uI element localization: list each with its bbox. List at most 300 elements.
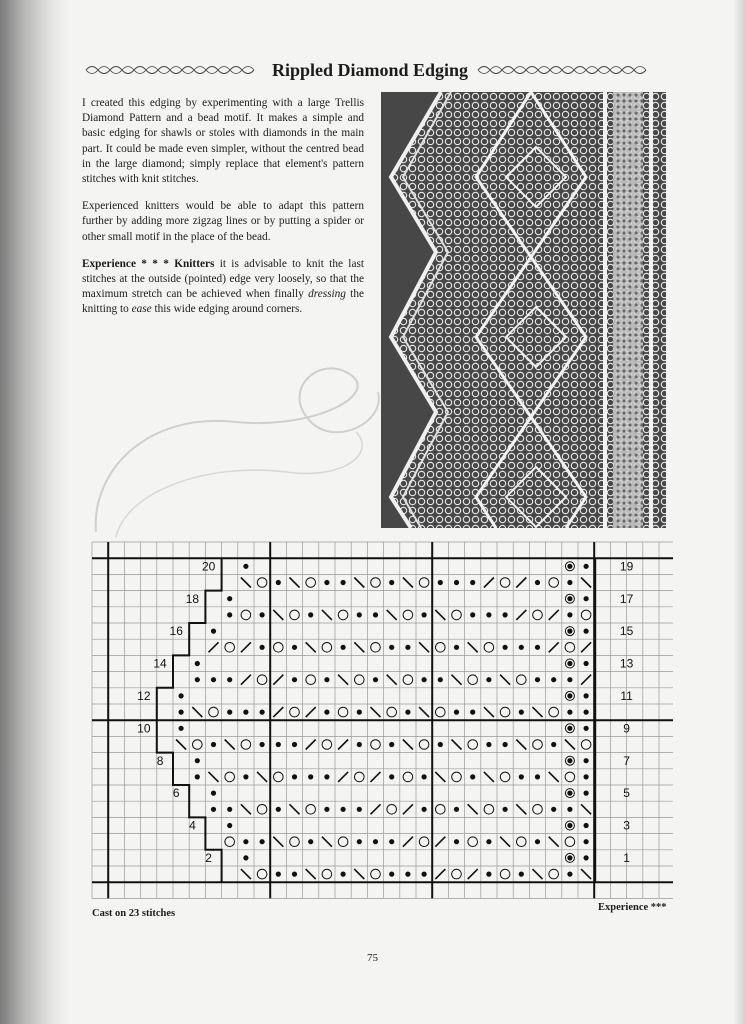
stitch-yo xyxy=(355,675,365,685)
stitch-dot xyxy=(227,612,232,617)
stitch-ssk xyxy=(468,804,478,814)
stitch-dot xyxy=(373,677,378,682)
stitch-k2tog xyxy=(581,675,591,685)
stitch-dot xyxy=(260,839,265,844)
row-number-right: 7 xyxy=(623,753,630,768)
stitch-yo xyxy=(274,772,284,782)
stitch-dot xyxy=(584,710,589,715)
stitch-dot xyxy=(567,855,572,860)
stitch-dot xyxy=(486,677,491,682)
stitch-dot xyxy=(389,774,394,779)
stitch-dot xyxy=(389,839,394,844)
stitch-yo xyxy=(581,610,591,620)
stitch-dot xyxy=(292,774,297,779)
stitch-k2tog xyxy=(209,642,219,652)
page-title: Rippled Diamond Edging xyxy=(271,59,469,80)
stitch-ssk xyxy=(354,578,364,588)
stitch-dot xyxy=(243,839,248,844)
stitch-dot xyxy=(454,807,459,812)
stitch-ssk xyxy=(306,869,316,879)
experience-label: Experience * * * Knitters xyxy=(82,257,215,270)
stitch-k2tog xyxy=(241,642,251,652)
stitch-dot xyxy=(308,612,313,617)
stitch-dot xyxy=(519,774,524,779)
stitch-k2tog xyxy=(516,610,526,620)
stitch-ssk xyxy=(468,642,478,652)
stitch-dot xyxy=(324,710,329,715)
stitch-dot xyxy=(195,677,200,682)
stitch-ssk xyxy=(387,675,397,685)
stitch-yo xyxy=(193,740,203,750)
stitch-k2tog xyxy=(371,772,381,782)
right-ornament-icon xyxy=(476,62,656,78)
stitch-yo xyxy=(484,805,494,815)
stitch-dot xyxy=(567,791,572,796)
stitch-dot xyxy=(243,710,248,715)
stitch-dot xyxy=(503,807,508,812)
stitch-dot xyxy=(373,612,378,617)
stitch-dot xyxy=(470,580,475,585)
stitch-dot xyxy=(567,726,572,731)
stitch-ssk xyxy=(241,804,251,814)
stitch-dot xyxy=(389,742,394,747)
stitch-dot xyxy=(357,710,362,715)
stitch-dot xyxy=(179,693,184,698)
stitch-yo xyxy=(436,643,446,653)
stitch-dot xyxy=(211,807,216,812)
cast-on-note: Cast on 23 stitches xyxy=(92,908,176,919)
stitch-dot xyxy=(227,823,232,828)
stitch-ssk xyxy=(257,772,267,782)
stitch-ssk xyxy=(192,707,202,717)
stitch-yo xyxy=(549,707,559,717)
row-number-left: 6 xyxy=(172,786,180,801)
stitch-dot xyxy=(519,645,524,650)
stitch-ssk xyxy=(516,740,526,750)
stitch-yo xyxy=(468,740,478,750)
stitch-dot xyxy=(519,710,524,715)
stitch-dot xyxy=(535,774,540,779)
stitch-k2tog xyxy=(306,707,316,717)
stitch-dot xyxy=(567,758,572,763)
stitch-yo xyxy=(306,675,316,685)
stitch-dot xyxy=(486,839,491,844)
stitch-dot xyxy=(341,645,346,650)
intro-paragraph-1: I created this edging by experimenting with a large Trellis Diamond Pattern and a bead motif. It makes a simple and basic edging for shawls or stoles with diamonds in the main part. It could be made even simpler, without the centred bead in the large diamond; simply replace that element's pattern stitches with knit stitches. xyxy=(82,97,364,186)
row-number-right: 13 xyxy=(619,656,634,671)
stitch-yo xyxy=(452,772,462,782)
stitch-yo xyxy=(468,675,478,685)
stitch-k2tog xyxy=(484,578,494,588)
stitch-dot xyxy=(243,564,248,569)
row-number-right: 1 xyxy=(623,851,630,865)
stitch-yo xyxy=(565,837,575,847)
row-number-left: 8 xyxy=(156,753,164,768)
stitch-ssk xyxy=(290,578,300,588)
knitting-chart xyxy=(88,536,673,906)
stitch-dot xyxy=(324,807,329,812)
stitch-yo xyxy=(274,643,284,653)
stitch-dot xyxy=(584,629,589,634)
stitch-dot xyxy=(551,677,556,682)
stitch-ssk xyxy=(273,610,283,620)
stitch-yo xyxy=(241,740,251,750)
stitch-dot xyxy=(276,807,281,812)
stitch-dot xyxy=(357,807,362,812)
stitch-dot xyxy=(341,872,346,877)
stitch-yo xyxy=(355,772,365,782)
stitch-dot xyxy=(454,645,459,650)
stitch-yo xyxy=(241,610,251,620)
stitch-yo xyxy=(338,707,348,717)
stitch-k2tog xyxy=(338,740,348,750)
stitch-dot xyxy=(503,742,508,747)
stitch-yo xyxy=(225,837,235,847)
stitch-yo xyxy=(419,837,429,847)
row-number-right: 9 xyxy=(623,721,630,736)
stitch-dot xyxy=(567,661,572,666)
stitch-ssk xyxy=(549,772,559,782)
stitch-ssk xyxy=(403,578,413,588)
stitch-yo xyxy=(306,805,316,815)
stitch-ssk xyxy=(354,869,364,879)
stitch-dot xyxy=(389,645,394,650)
stitch-dot xyxy=(438,742,443,747)
stitch-dot xyxy=(422,807,427,812)
stitch-dot xyxy=(584,693,589,698)
stitch-yo xyxy=(533,740,543,750)
stitch-ssk xyxy=(516,804,526,814)
row-number-left: 10 xyxy=(137,721,151,736)
stitch-k2tog xyxy=(435,837,445,847)
stitch-dot xyxy=(438,677,443,682)
stitch-dot xyxy=(260,742,265,747)
stitch-dot xyxy=(535,839,540,844)
stitch-dot xyxy=(535,677,540,682)
stitch-dot xyxy=(292,742,297,747)
intro-text xyxy=(82,96,364,330)
stitch-ssk xyxy=(322,610,332,620)
decorative-swirl-icon xyxy=(86,352,386,542)
stitch-yo xyxy=(452,610,462,620)
stitch-dot xyxy=(567,612,572,617)
stitch-yo xyxy=(403,772,413,782)
stitch-k2tog xyxy=(371,804,381,814)
stitch-dot xyxy=(567,823,572,828)
stitch-yo xyxy=(371,578,381,588)
stitch-dot xyxy=(470,612,475,617)
stitch-ssk xyxy=(176,740,186,750)
stitch-yo xyxy=(225,772,235,782)
stitch-dot xyxy=(227,677,232,682)
stitch-yo xyxy=(257,869,267,879)
intro-paragraph-2: Experienced knitters would be able to adapt this pattern further by adding more zigzag lines or by putting a spider or other small motif in the place of the bead. xyxy=(82,200,364,243)
row-number-left: 14 xyxy=(153,656,167,671)
stitch-yo xyxy=(500,869,510,879)
stitch-dot xyxy=(584,774,589,779)
stitch-dot xyxy=(584,661,589,666)
stitch-k2tog xyxy=(338,772,348,782)
page-gutter-shadow xyxy=(0,0,70,1024)
stitch-dot xyxy=(486,872,491,877)
stitch-dot xyxy=(243,855,248,860)
stitch-ssk xyxy=(387,610,397,620)
stitch-ssk xyxy=(241,869,251,879)
stitch-ssk xyxy=(484,772,494,782)
stitch-dot xyxy=(341,580,346,585)
stitch-ssk xyxy=(533,869,543,879)
stitch-dot xyxy=(292,872,297,877)
row-number-right: 11 xyxy=(620,689,633,703)
stitch-dot xyxy=(567,596,572,601)
stitch-dot xyxy=(567,807,572,812)
stitch-ssk xyxy=(565,740,575,750)
row-number-right: 3 xyxy=(623,818,630,833)
stitch-yo xyxy=(371,643,381,653)
stitch-dot xyxy=(454,580,459,585)
stitch-dot xyxy=(584,839,589,844)
stitch-dot xyxy=(486,612,491,617)
stitch-yo xyxy=(533,610,543,620)
stitch-k2tog xyxy=(403,837,413,847)
stitch-dot xyxy=(243,774,248,779)
stitch-k2tog xyxy=(241,675,251,685)
row-number-left: 16 xyxy=(169,624,183,639)
stitch-dot xyxy=(227,807,232,812)
stitch-yo xyxy=(500,578,510,588)
stitch-k2tog xyxy=(549,642,559,652)
stitch-dot xyxy=(454,710,459,715)
stitch-dot xyxy=(357,839,362,844)
stitch-yo xyxy=(403,610,413,620)
stitch-dot xyxy=(422,612,427,617)
stitch-dot xyxy=(438,580,443,585)
stitch-yo xyxy=(257,805,267,815)
stitch-dot xyxy=(389,580,394,585)
stitch-dot xyxy=(567,564,572,569)
stitch-dot xyxy=(405,710,410,715)
stitch-yo xyxy=(533,805,543,815)
chart-edge-line xyxy=(594,558,596,882)
stitch-dot xyxy=(308,839,313,844)
stitch-dot xyxy=(567,677,572,682)
stitch-k2tog xyxy=(581,642,591,652)
stitch-dot xyxy=(486,742,491,747)
stitch-dot xyxy=(567,629,572,634)
stitch-yo xyxy=(549,869,559,879)
stitch-dot xyxy=(584,596,589,601)
stitch-dot xyxy=(567,693,572,698)
stitch-ssk xyxy=(338,675,348,685)
stitch-yo xyxy=(371,869,381,879)
stitch-ssk xyxy=(371,707,381,717)
stitch-dot xyxy=(535,580,540,585)
stitch-dot xyxy=(227,710,232,715)
stitch-dot xyxy=(211,629,216,634)
stitch-dot xyxy=(584,564,589,569)
stitch-ssk xyxy=(403,740,413,750)
stitch-yo xyxy=(484,643,494,653)
stitch-dot xyxy=(341,807,346,812)
stitch-ssk xyxy=(354,642,364,652)
stitch-yo xyxy=(338,610,348,620)
stitch-dot xyxy=(260,710,265,715)
stitch-yo xyxy=(387,805,397,815)
stitch-yo xyxy=(322,869,332,879)
stitch-yo xyxy=(290,837,300,847)
stitch-dot xyxy=(551,742,556,747)
stitch-ssk xyxy=(500,837,510,847)
stitch-dot xyxy=(357,742,362,747)
stitch-dot xyxy=(422,872,427,877)
stitch-k2tog xyxy=(403,804,413,814)
stitch-yo xyxy=(322,643,332,653)
stitch-dot xyxy=(503,645,508,650)
stitch-ssk xyxy=(452,675,462,685)
stitch-ssk xyxy=(452,740,462,750)
stitch-dot xyxy=(324,677,329,682)
stitch-yo xyxy=(290,610,300,620)
stitch-ssk xyxy=(435,772,445,782)
stitch-dot xyxy=(584,855,589,860)
stitch-dot xyxy=(260,645,265,650)
experience-note: Experience *** xyxy=(598,902,667,913)
row-number-left: 4 xyxy=(189,818,196,833)
stitch-dot xyxy=(584,726,589,731)
stitch-yo xyxy=(517,675,527,685)
stitch-dot xyxy=(276,742,281,747)
stitch-dot xyxy=(503,612,508,617)
stitch-dot xyxy=(373,839,378,844)
stitch-k2tog xyxy=(549,610,559,620)
title-row xyxy=(80,56,660,84)
stitch-dot xyxy=(567,710,572,715)
stitch-k2tog xyxy=(468,869,478,879)
stitch-yo xyxy=(257,578,267,588)
stitch-dot xyxy=(227,596,232,601)
stitch-dot xyxy=(454,839,459,844)
stitch-dot xyxy=(584,791,589,796)
stitch-dot xyxy=(470,710,475,715)
stitch-dot xyxy=(179,710,184,715)
stitch-dot xyxy=(567,580,572,585)
stitch-dot xyxy=(260,612,265,617)
stitch-ssk xyxy=(435,610,445,620)
stitch-yo xyxy=(290,707,300,717)
stitch-yo xyxy=(468,837,478,847)
intro-paragraph-3: Experience * * * Knitters it is advisable to knit the last stitches at the outside (pointed) edge very loosely, so that the maximum stretch can be achieved when finally dressing the knitting to ease this wide edging around corners. xyxy=(82,257,364,316)
stitch-dot xyxy=(405,872,410,877)
stitch-ssk xyxy=(419,642,429,652)
stitch-ssk xyxy=(549,837,559,847)
stitch-dot xyxy=(211,791,216,796)
stitch-dot xyxy=(195,661,200,666)
stitch-dot xyxy=(276,580,281,585)
stitch-dot xyxy=(535,645,540,650)
stitch-dot xyxy=(179,726,184,731)
lace-edging-photo xyxy=(381,92,666,528)
stitch-ssk xyxy=(500,675,510,685)
stitch-ssk xyxy=(322,837,332,847)
stitch-k2tog xyxy=(516,578,526,588)
stitch-yo xyxy=(322,740,332,750)
row-number-left: 20 xyxy=(201,559,216,574)
stitch-yo xyxy=(225,643,235,653)
stitch-dot xyxy=(422,677,427,682)
stitch-ssk xyxy=(209,772,219,782)
stitch-k2tog xyxy=(273,675,283,685)
stitch-yo xyxy=(403,675,413,685)
stitch-yo xyxy=(581,740,591,750)
row-number-right: 15 xyxy=(619,624,634,639)
stitch-yo xyxy=(371,740,381,750)
stitch-dot xyxy=(276,872,281,877)
stitch-ssk xyxy=(419,707,429,717)
stitch-ssk xyxy=(581,804,591,814)
stitch-dot xyxy=(211,677,216,682)
row-number-right: 17 xyxy=(619,591,634,606)
stitch-k2tog xyxy=(273,707,283,717)
stitch-dot xyxy=(567,872,572,877)
stitch-ssk xyxy=(273,837,283,847)
stitch-dot xyxy=(324,580,329,585)
stitch-ssk xyxy=(225,740,235,750)
stitch-yo xyxy=(517,837,527,847)
stitch-ssk xyxy=(241,578,251,588)
stitch-dot xyxy=(584,758,589,763)
stitch-dot xyxy=(584,823,589,828)
stitch-dot xyxy=(357,612,362,617)
left-ornament-icon xyxy=(84,62,264,78)
row-number-right: 5 xyxy=(623,786,630,801)
stitch-yo xyxy=(565,643,575,653)
stitch-dot xyxy=(211,742,216,747)
stitch-dot xyxy=(324,774,329,779)
stitch-yo xyxy=(257,675,267,685)
stitch-k2tog xyxy=(306,740,316,750)
stitch-dot xyxy=(292,645,297,650)
stitch-yo xyxy=(209,707,219,717)
stitch-yo xyxy=(500,772,510,782)
row-number-left: 2 xyxy=(205,851,212,865)
stitch-yo xyxy=(436,707,446,717)
stitch-yo xyxy=(565,772,575,782)
stitch-dot xyxy=(470,774,475,779)
stitch-ssk xyxy=(290,804,300,814)
stitch-ssk xyxy=(581,869,591,879)
stitch-ssk xyxy=(533,707,543,717)
stitch-yo xyxy=(419,578,429,588)
stitch-ssk xyxy=(484,707,494,717)
row-number-left: 18 xyxy=(185,591,200,606)
stitch-yo xyxy=(387,707,397,717)
stitch-dot xyxy=(389,872,394,877)
stitch-yo xyxy=(419,740,429,750)
row-number-right: 19 xyxy=(619,559,634,574)
stitch-ssk xyxy=(581,578,591,588)
page-edge xyxy=(733,0,745,1024)
stitch-dot xyxy=(195,774,200,779)
stitch-yo xyxy=(306,578,316,588)
stitch-yo xyxy=(452,869,462,879)
stitch-dot xyxy=(292,677,297,682)
stitch-dot xyxy=(551,807,556,812)
stitch-yo xyxy=(549,578,559,588)
stitch-yo xyxy=(338,837,348,847)
stitch-dot xyxy=(422,774,427,779)
row-number-left: 12 xyxy=(137,689,151,703)
page-number: 75 xyxy=(367,952,378,964)
